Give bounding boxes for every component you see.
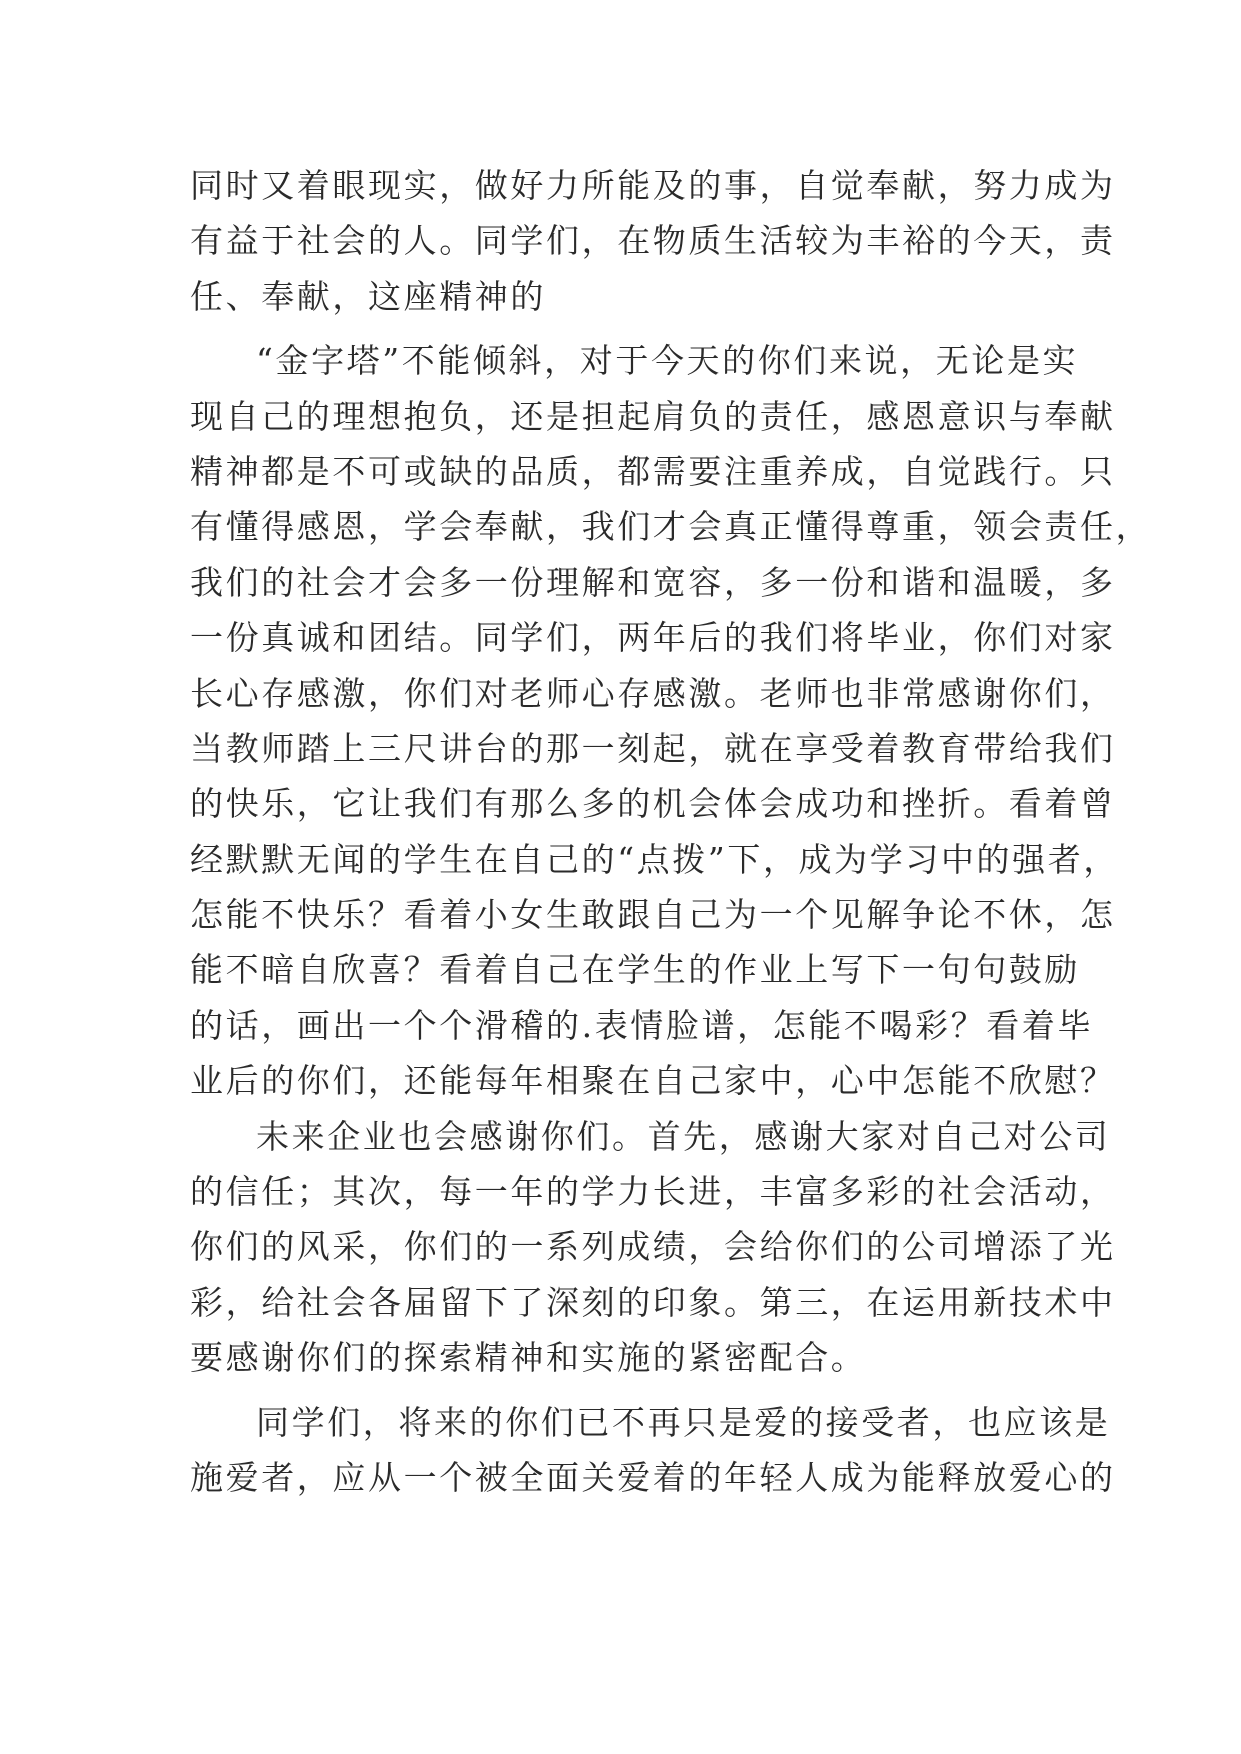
text-line: 的信任；其次，每一年的学力长进，丰富多彩的社会活动，: [190, 1172, 1116, 1212]
text-line: 我们的社会才会多一份理解和宽容，多一份和谐和温暖，多: [190, 562, 1116, 602]
text-line: 彩，给社会各届留下了深刻的印象。第三，在运用新技术中: [190, 1282, 1116, 1322]
paragraph-4: [190, 1395, 1116, 1506]
text-line: 能不暗自欣喜？看着自己在学生的作业上写下一句句鼓励: [190, 950, 1080, 990]
paragraph-2: [190, 333, 1152, 1108]
text-line: 一份真诚和团结。同学们，两年后的我们将毕业，你们对家: [190, 618, 1116, 658]
text-line: 同学们，将来的你们已不再只是爱的接受者，也应该是: [256, 1402, 1111, 1442]
text-line: 业后的你们，还能每年相聚在自己家中，心中怎能不欣慰？: [190, 1061, 1116, 1101]
text-line: “金字塔”不能倾斜，对于今天的你们来说，无论是实: [256, 341, 1079, 381]
text-line: 经默默无闻的学生在自己的“点拨”下，成为学习中的强者，: [190, 839, 1119, 879]
text-line: 精神都是不可或缺的品质，都需要注重养成，自觉践行。只: [190, 451, 1116, 491]
text-line: 有懂得感恩，学会奉献，我们才会真正懂得尊重，领会责任，: [190, 507, 1152, 547]
document-body: [190, 158, 1152, 1505]
text-line: 怎能不快乐？看着小女生敢跟自己为一个见解争论不休，怎: [190, 895, 1116, 935]
text-line: 当教师踏上三尺讲台的那一刻起，就在享受着教育带给我们: [190, 728, 1116, 768]
text-line: 要感谢你们的探索精神和实施的紧密配合。: [190, 1338, 867, 1378]
text-line: 长心存感激，你们对老师心存感激。老师也非常感谢你们，: [190, 673, 1116, 713]
text-line: 任、奉献，这座精神的: [190, 276, 546, 316]
text-line: 你们的风采，你们的一系列成绩，会给你们的公司增添了光: [190, 1227, 1116, 1267]
text-line: 未来企业也会感谢你们。首先，感谢大家对自己对公司: [256, 1116, 1111, 1156]
text-line: 有益于社会的人。同学们，在物质生活较为丰裕的今天，责: [190, 221, 1116, 261]
text-line: 的话，画出一个个滑稽的.表情脸谱，怎能不喝彩？看着毕: [190, 1005, 1094, 1045]
text-line: 的快乐，它让我们有那么多的机会体会成功和挫折。看着曾: [190, 784, 1116, 824]
paragraph-1: [190, 158, 1116, 324]
paragraph-3: [190, 1109, 1116, 1386]
text-line: 现自己的理想抱负，还是担起肩负的责任，感恩意识与奉献: [190, 396, 1116, 436]
text-line: 同时又着眼现实，做好力所能及的事，自觉奉献，努力成为: [190, 166, 1116, 205]
text-line: 施爱者，应从一个被全面关爱着的年轻人成为能释放爱心的: [190, 1457, 1116, 1497]
